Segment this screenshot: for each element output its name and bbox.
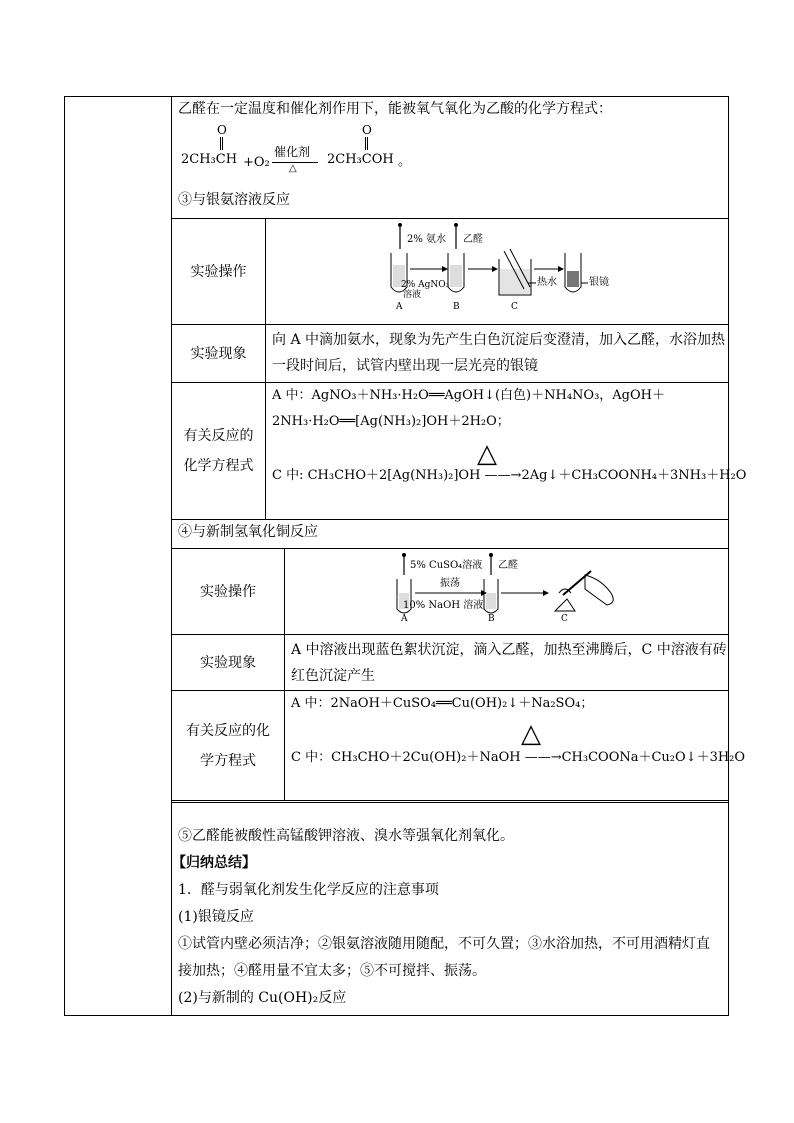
eq-period: 。 xyxy=(398,154,412,169)
silver-op-label: 实验操作 xyxy=(172,219,266,325)
copper-eq-label-1: 有关反应的化 xyxy=(186,722,270,739)
silver-eq-label xyxy=(172,383,266,520)
double-bond-1 xyxy=(220,137,223,150)
silver-eq-label-1: 有关反应的 xyxy=(183,428,254,444)
reagent-acetaldehyde-2: 乙醛 xyxy=(498,560,518,571)
silver-heading: ③与银氨溶液反应 xyxy=(178,192,290,208)
eq-oxygen: +O₂ xyxy=(243,155,270,170)
summary-title: 【归纳总结】 xyxy=(172,855,256,871)
copper-phen-1: A 中溶液出现蓝色絮状沉淀，滴入乙醛，加热至沸腾后，C 中溶液有砖 xyxy=(291,642,727,658)
section-divider xyxy=(171,802,729,803)
copper-heading: ④与新制氢氧化铜反应 xyxy=(178,524,318,540)
copper-eq-c: C 中：CH₃CHO＋2Cu(OH)₂＋NaOH ——→CH₃COONa＋Cu₂O↓＋3H₂O xyxy=(291,750,746,765)
heat-symbol: △ xyxy=(289,163,297,174)
carbonyl-o-1: O xyxy=(217,123,227,137)
catalyst-label: 催化剂 xyxy=(274,145,311,159)
silver-table xyxy=(171,218,747,520)
summary-notes-2: 接加热；④醛用量不宜太多；⑤不可搅拌、振荡。 xyxy=(178,963,486,979)
shake-label: 振荡 xyxy=(440,578,460,589)
label-b: B xyxy=(453,302,460,312)
silver-op-cell xyxy=(266,219,729,325)
copper-eq-label xyxy=(172,691,285,801)
heat-triangle-1: △ xyxy=(477,439,497,469)
summary-item-1: 1．醛与弱氧化剂发生化学反应的注意事项 xyxy=(178,882,439,898)
label-a-2: A xyxy=(401,614,408,624)
copper-op-label: 实验操作 xyxy=(172,549,285,635)
silver-nitrate-label: 2% AgNO₃ xyxy=(401,280,450,290)
silver-nitrate-label-2: 溶液 xyxy=(403,290,422,300)
eq-reactant: 2CH₃CH xyxy=(181,152,238,167)
silver-eq-a1: A 中：AgNO₃＋NH₃·H₂O══AgOH↓(白色)＋NH₄NO₃，AgOH＋ xyxy=(272,388,666,403)
silver-phen-1: 向 A 中滴加氨水，现象为先产生白色沉淀后变澄清，加入乙醛，水浴加热 xyxy=(272,332,726,348)
naoh-label: 10% NaOH 溶液 xyxy=(403,600,484,611)
intro-line: 乙醛在一定温度和催化剂作用下，能被氧气氧化为乙酸的化学方程式： xyxy=(178,101,612,117)
copper-phen-label: 实验现象 xyxy=(172,635,285,691)
copper-table xyxy=(171,548,746,801)
silver-eq-a2: 2NH₃·H₂O══[Ag(NH₃)₂]OH＋2H₂O； xyxy=(272,414,510,429)
summary-sub-1: (1)银镜反应 xyxy=(178,909,254,925)
label-a: A xyxy=(396,302,403,312)
reagent-ammonia: 2% 氨水 xyxy=(407,234,447,245)
summary-notes-1: ①试管内壁必须洁净；②银氨溶液随用随配，不可久置；③水浴加热，不可用酒精灯直 xyxy=(178,936,710,952)
silver-apparatus xyxy=(266,219,730,323)
reagent-cuso4: 5% CuSO₄溶液 xyxy=(410,560,483,571)
label-c: C xyxy=(511,302,518,312)
heat-triangle-2: △ xyxy=(521,719,541,749)
silver-eq-label-2: 化学方程式 xyxy=(183,458,254,474)
summary-sub-2: (2)与新制的 Cu(OH)₂反应 xyxy=(178,990,347,1006)
label-b-2: B xyxy=(488,614,495,624)
silver-phen-2: 一段时间后，试管内壁出现一层光亮的银镜 xyxy=(272,358,538,374)
double-bond-2 xyxy=(365,137,368,150)
label-c-2: C xyxy=(561,614,568,624)
reagent-acetaldehyde: 乙醛 xyxy=(463,234,483,245)
copper-eq-label-2: 学方程式 xyxy=(200,752,256,769)
carbonyl-o-2: O xyxy=(362,123,372,137)
eq-product: 2CH₃COH xyxy=(327,152,394,167)
silver-mirror-label: 银镜 xyxy=(589,277,609,288)
silver-eq-c: C 中: CH₃CHO＋2[Ag(NH₃)₂]OH ——→2Ag↓＋CH₃COONH₄＋3NH₃＋H₂O xyxy=(272,468,747,483)
oxidize-note: ⑤乙醛能被酸性高锰酸钾溶液、溴水等强氧化剂氧化。 xyxy=(178,828,514,844)
copper-op-cell xyxy=(285,549,729,635)
silver-phen-label: 实验现象 xyxy=(172,325,266,383)
copper-phen-2: 红色沉淀产生 xyxy=(291,668,375,684)
hot-water-label: 热水 xyxy=(537,277,557,288)
copper-eq-a: A 中：2NaOH＋CuSO₄══Cu(OH)₂↓＋Na₂SO₄； xyxy=(291,696,594,711)
